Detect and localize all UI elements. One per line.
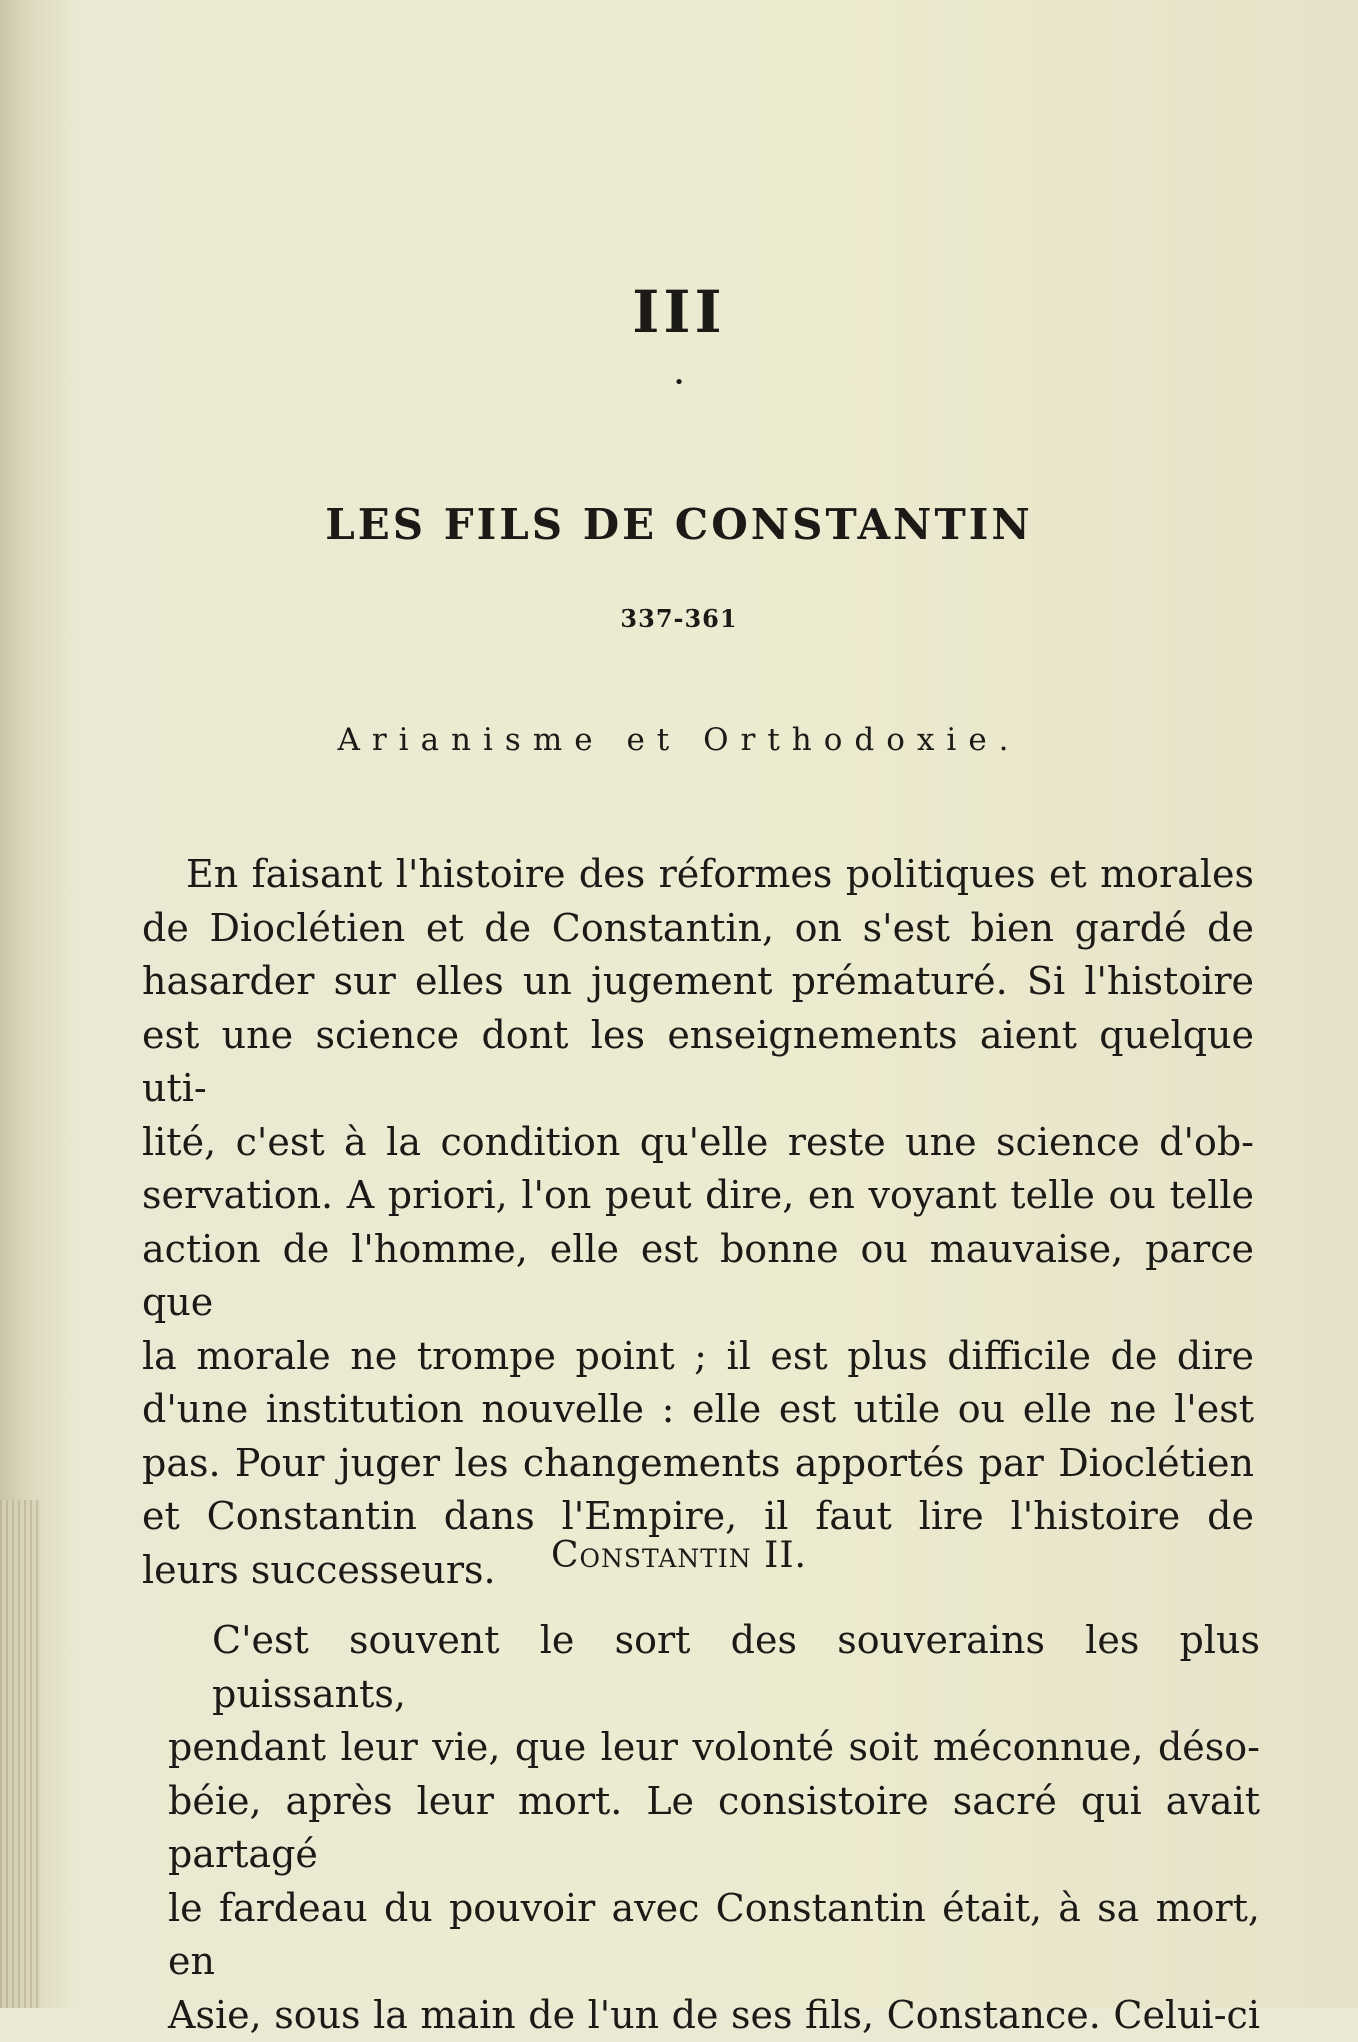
- text-line: hasarder sur elles un jugement prématuré. Si l'histoire: [142, 955, 1254, 1009]
- text-line: pas. Pour juger les changements apportés par Dioclétien: [142, 1437, 1254, 1491]
- text-line: pendant leur vie, que leur volonté soit méconnue, déso-: [168, 1721, 1260, 1775]
- text-line: d'une institution nouvelle : elle est utile ou elle ne l'est: [142, 1383, 1254, 1437]
- text-line: En faisant l'histoire des réformes politiques et morales: [142, 848, 1254, 902]
- chapter-number: III: [0, 278, 1358, 346]
- chapter-dates: 337-361: [0, 604, 1358, 633]
- chapter-title: LES FILS DE CONSTANTIN: [0, 500, 1358, 549]
- ornament-dot: •: [0, 372, 1358, 393]
- text-line: et Constantin dans l'Empire, il faut lire l'histoire de: [142, 1490, 1254, 1544]
- text-line: est une science dont les enseignements aient quelque uti-: [142, 1009, 1254, 1116]
- text-line: lité, c'est à la condition qu'elle reste une science d'ob-: [142, 1116, 1254, 1170]
- text-line: le fardeau du pouvoir avec Constantin était, à sa mort, en: [168, 1882, 1260, 1989]
- text-line: Asie, sous la main de l'un de ses fils, Constance. Celui-ci: [168, 1989, 1260, 2042]
- text-line: leurs successeurs.: [142, 1544, 1254, 1598]
- paragraph-1: [142, 848, 1254, 1597]
- text-line: action de l'homme, elle est bonne ou mauvaise, parce que: [142, 1223, 1254, 1330]
- page-edge-shadow: [0, 1500, 40, 2008]
- text-line: de Dioclétien et de Constantin, on s'est bien gardé de: [142, 902, 1254, 956]
- paragraph-2: [168, 1614, 1260, 2042]
- chapter-subtitle: Arianisme et Orthodoxie.: [0, 722, 1358, 758]
- text-line: servation. A priori, l'on peut dire, en voyant telle ou telle: [142, 1169, 1254, 1223]
- section-heading: Constantin II.: [0, 1535, 1358, 1576]
- text-line: béie, après leur mort. Le consistoire sacré qui avait partagé: [168, 1775, 1260, 1882]
- text-line: la morale ne trompe point ; il est plus difficile de dire: [142, 1330, 1254, 1384]
- text-line: C'est souvent le sort des souverains les plus puissants,: [168, 1614, 1260, 1721]
